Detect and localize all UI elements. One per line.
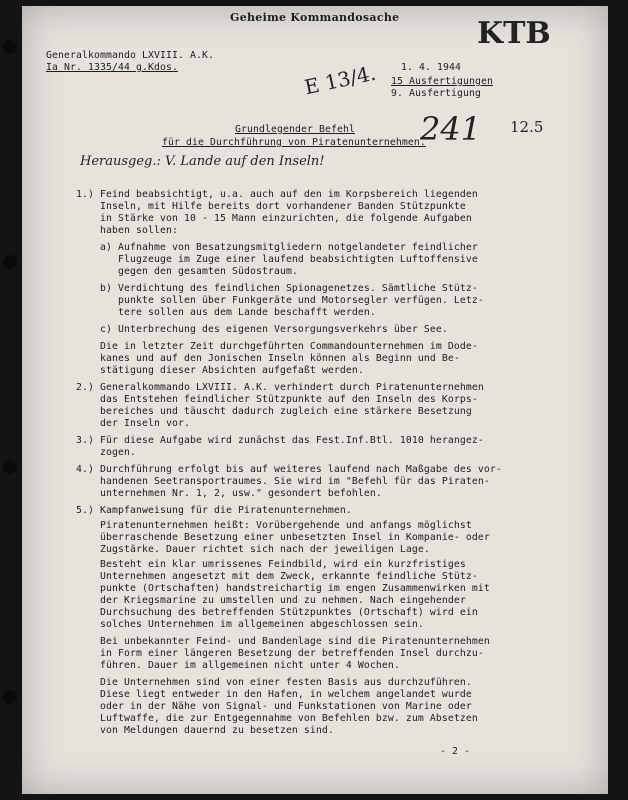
body-line: überraschende Besetzung einer unbesetzten Insel in Kompanie- oder [76, 532, 490, 543]
body-line: Flugzeuge im Zuge einer laufend beabsichtigten Luftoffensive [76, 254, 478, 265]
body-line: der Kriegsmarine zu umstellen und zu nehmen. Nach eingehender [76, 595, 466, 606]
copy-number: 9. Ausfertigung [391, 88, 481, 99]
body-line: 4.) Durchführung erfolgt bis auf weiteres laufend nach Maßgabe des vor- [76, 464, 502, 475]
handwritten-number: 241 [420, 110, 482, 148]
body-line: Die in letzter Zeit durchgeführten Commandounternehmen im Dode- [76, 341, 478, 352]
order-title: Grundlegender Befehl [235, 124, 355, 135]
handwritten-mark: E 13/4. [302, 60, 378, 100]
body-line: kanes und auf den Jonischen Inseln können als Beginn und Be- [76, 353, 460, 364]
punch-holes [3, 0, 19, 800]
ktb-stamp: KTB [477, 16, 551, 51]
classification-heading: Geheime Kommandosache [230, 11, 400, 24]
body-line: 2.) Generalkommando LXVIII. A.K. verhindert durch Piratenunternehmen [76, 382, 484, 393]
punch-hole [3, 460, 17, 474]
body-line: handenen Seetransportraumes. Sie wird im "Befehl für das Piraten- [76, 476, 490, 487]
body-line: Unternehmen angesetzt mit dem Zweck, erkannte feindliche Stütz- [76, 571, 478, 582]
body-line: führen. Dauer im allgemeinen nicht unter 4 Wochen. [76, 660, 400, 671]
body-line: a) Aufnahme von Besatzungsmitgliedern notgelandeter feindlicher [76, 242, 478, 253]
body-line: punkte sollen über Funkgeräte und Motorsegler verfügen. Letz- [76, 295, 484, 306]
body-line: 1.) Feind beabsichtigt, u.a. auch auf den im Korpsbereich liegenden [76, 189, 478, 200]
order-subtitle: für die Durchführung von Piratenunternehmen. [162, 137, 426, 148]
body-line: punkte (Ortschaften) handstreichartig im engen Zusammenwirken mit [76, 583, 490, 594]
body-line: Zugstärke. Dauer richtet sich nach der jeweiligen Lage. [76, 544, 430, 555]
copies-total: 15 Ausfertigungen [391, 76, 493, 87]
body-line: Luftwaffe, die zur Entgegennahme von Befehlen bzw. zum Absetzen [76, 713, 478, 724]
body-line: 3.) Für diese Aufgabe wird zunächst das Fest.Inf.Btl. 1010 herangez- [76, 435, 484, 446]
body-line: Diese liegt entweder in den Hafen, in welchem angelandet wurde [76, 689, 472, 700]
body-line: der Inseln vor. [76, 418, 190, 429]
body-line: Piratenunternehmen heißt: Vorübergehende und anfangs möglichst [76, 520, 472, 531]
body-line: b) Verdichtung des feindlichen Spionagenetzes. Sämtliche Stütz- [76, 283, 478, 294]
document-date: 1. 4. 1944 [401, 62, 461, 73]
body-line: von Meldungen dauernd zu besetzen sind. [76, 725, 334, 736]
body-line: solches Unternehmen im allgemeinen abgeschlossen sein. [76, 619, 424, 630]
body-line: Bei unbekannter Feind- und Bandenlage sind die Piratenunternehmen [76, 636, 490, 647]
body-line: gegen den gesamten Südostraum. [76, 266, 298, 277]
file-number: Ia Nr. 1335/44 g.Kdos. [46, 62, 178, 73]
document-page [22, 6, 608, 794]
body-line: Durchsuchung des betreffenden Stützpunktes (Ortschaft) wird ein [76, 607, 478, 618]
body-line: 5.) Kampfanweisung für die Piratenunternehmen. [76, 505, 352, 516]
body-line: Inseln, mit Hilfe bereits dort vorhandener Banden Stützpunkte [76, 201, 466, 212]
page-number: - 2 - [440, 746, 470, 757]
body-line: in Form einer längeren Besetzung der betreffenden Insel durchzu- [76, 648, 484, 659]
body-line: Die Unternehmen sind von einer festen Basis aus durchzuführen. [76, 677, 472, 688]
punch-hole [3, 40, 17, 54]
handwritten-note: Herausgeg.: V. Lande auf den Inseln! [80, 154, 325, 169]
command-name: Generalkommando LXVIII. A.K. [46, 50, 214, 61]
body-line: das Entstehen feindlicher Stützpunkte auf den Inseln des Korps- [76, 394, 478, 405]
punch-hole [3, 255, 17, 269]
body-line: in Stärke von 10 - 15 Mann einzurichten, die folgende Aufgaben [76, 213, 472, 224]
body-line: haben sollen: [76, 225, 178, 236]
body-line: bereiches und täuscht dadurch zugleich eine stärkere Besetzung [76, 406, 472, 417]
body-line: c) Unterbrechung des eigenen Versorgungsverkehrs über See. [76, 324, 448, 335]
body-line: tere sollen aus dem Lande beschafft werden. [76, 307, 376, 318]
handwritten-date: 12.5 [510, 118, 544, 136]
body-line: Besteht ein klar umrissenes Feindbild, wird ein kurzfristiges [76, 559, 466, 570]
body-line: zogen. [76, 447, 136, 458]
body-line: oder in der Nähe von Signal- und Funkstationen von Marine oder [76, 701, 472, 712]
punch-hole [3, 690, 17, 704]
body-line: stätigung dieser Absichten aufgefaßt werden. [76, 365, 364, 376]
body-line: unternehmen Nr. 1, 2, usw." gesondert befohlen. [76, 488, 382, 499]
